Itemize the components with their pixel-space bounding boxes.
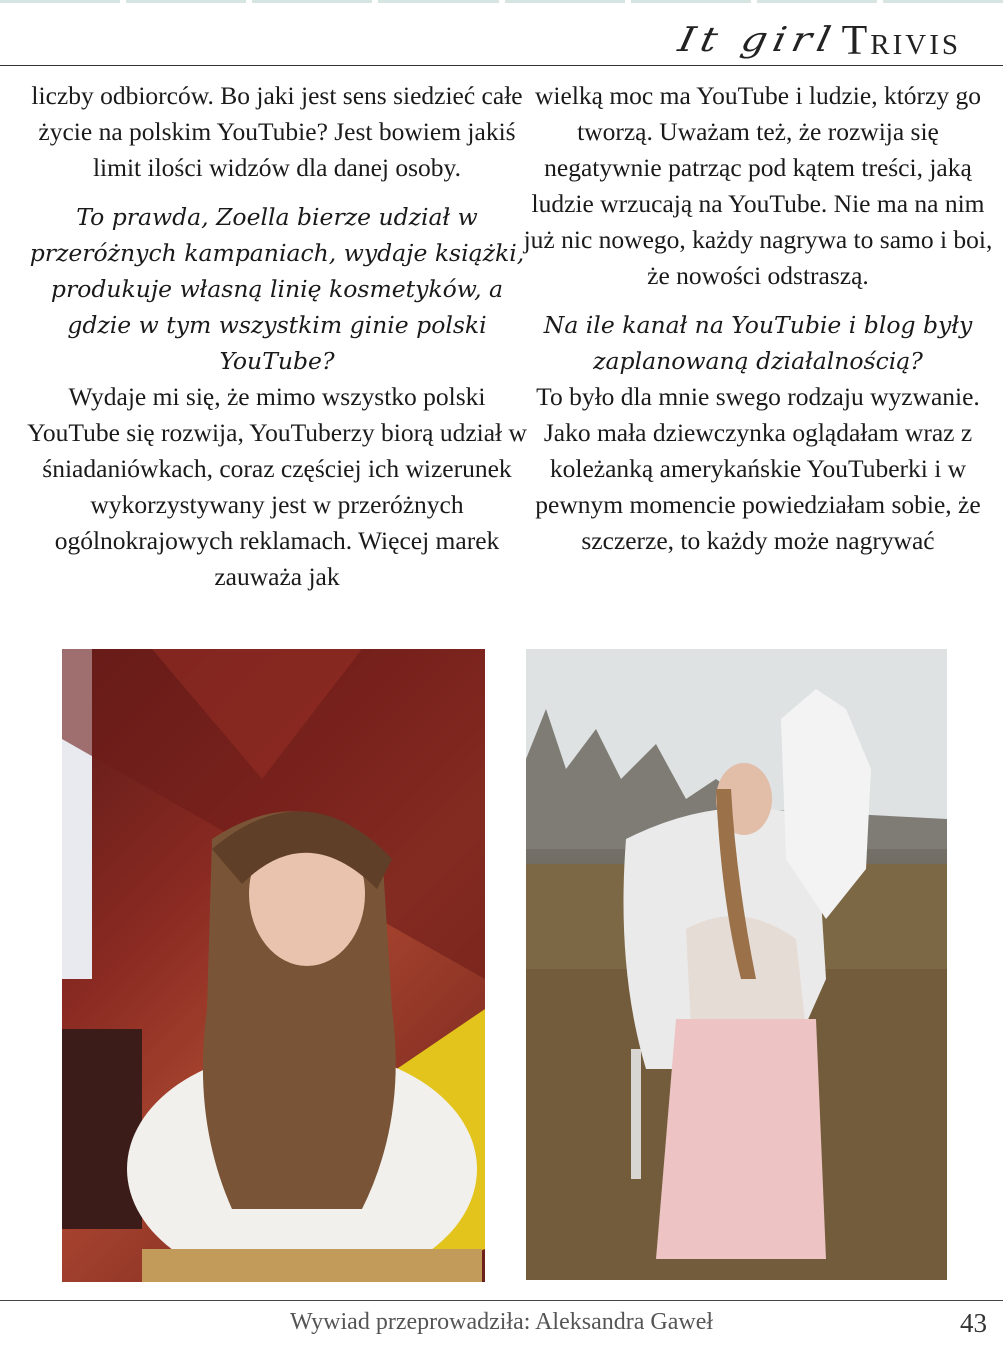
- answer-continued-paragraph: liczby odbiorców. Bo jaki jest sens siedzieć całe życie na polskim YouTubie? Jest bowiem jakiś limit ilości widzów dla danej osoby.: [31, 81, 523, 182]
- answer-paragraph: Wydaje mi się, że mimo wszystko polski YouTube się rozwija, YouTuberzy biorą udział w śniadaniówkach, coraz częściej ich wizerunek wykorzystywany jest w przeróżnych ogólnokrajowych reklamach. Więcej marek zauważa jak: [27, 382, 527, 591]
- interview-credit: Wywiad przeprowadziła: Aleksandra Gaweł: [289, 1309, 714, 1335]
- horse-photo: [526, 649, 947, 1280]
- interview-question: Na ile kanał na YouTubie i blog były zaplanowaną działalnością?: [543, 311, 973, 375]
- interview-question: To prawda, Zoella bierze udział w przeróżnych kampaniach, wydaje książki, produkuje własną linię kosmetyków, a gdzie w tym wszystkim ginie polski YouTube?: [29, 203, 525, 375]
- answer-paragraph: To było dla mnie swego rodzaju wyzwanie. Jako mała dziewczynka oglądałam wraz z koleżanką amerykańskie YouTuberki i w pewnym momencie powiedziałam sobie, że szczerze, to każdy może nagrywać: [535, 382, 981, 555]
- masthead-brand: Trivis: [841, 18, 961, 64]
- left-text-column: [22, 78, 532, 595]
- masthead-script-title: It girl: [674, 20, 840, 60]
- right-text-column: [520, 78, 996, 559]
- portrait-photo: [62, 649, 485, 1282]
- masthead: [674, 10, 961, 64]
- answer-continued-paragraph: wielką moc ma YouTube i ludzie, którzy go tworzą. Uważam też, że rozwija się negatywnie patrząc pod kątem treści, jaką ludzie wrzucają na YouTube. Nie ma na nim już nic nowego, każdy nagrywa to samo i boi, że nowości odstraszą.: [523, 81, 993, 290]
- footer-divider: [0, 1300, 1003, 1301]
- header-divider: [0, 65, 1003, 66]
- top-accent-bar: [0, 0, 1003, 3]
- page-number: 43: [960, 1308, 987, 1338]
